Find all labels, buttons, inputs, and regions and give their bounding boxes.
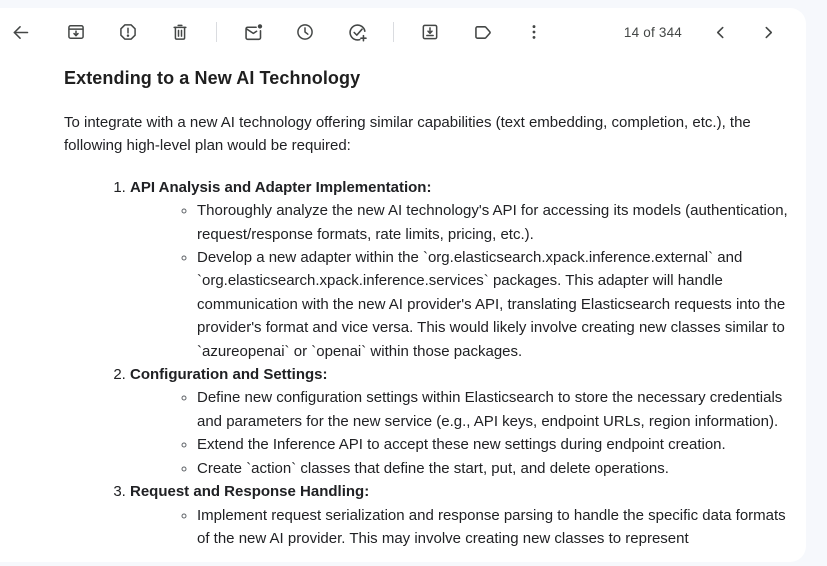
archive-icon: [66, 22, 86, 42]
snooze-button[interactable]: [285, 12, 325, 52]
email-intro: To integrate with a new AI technology offering similar capabilities (text embedding, completion, etc.), the following high-level plan would be required:: [64, 114, 751, 155]
move-to-button[interactable]: [410, 12, 450, 52]
back-button[interactable]: [0, 12, 40, 52]
plan-sub-list: [130, 386, 791, 480]
plan-item: [130, 363, 791, 480]
label-button[interactable]: [462, 12, 502, 52]
plan-item-title: Request and Response Handling:: [130, 483, 370, 501]
plan-sub-item: ◦ Thoroughly analyze the new AI technology's API for accessing its models (authentication, request/response formats, rate limits, pricing, etc.).: [197, 199, 791, 246]
older-chevron-icon: [759, 23, 778, 42]
more-options-icon: [524, 22, 544, 42]
delete-button[interactable]: [160, 12, 200, 52]
plan-item: [130, 176, 791, 363]
older-button[interactable]: [748, 12, 788, 52]
mark-unread-icon: [243, 22, 264, 43]
add-to-tasks-icon: [347, 22, 368, 43]
pagination-counter: 14 of 344: [623, 24, 682, 40]
plan-sub-list: [130, 504, 791, 551]
email-content: [64, 68, 791, 550]
toolbar-separator: [393, 22, 394, 42]
plan-item: [130, 480, 791, 550]
plan-sub-item: ◦ Define new configuration settings within Elasticsearch to store the necessary credentials and parameters for the new service (e.g., API keys, endpoint URLs, region information).: [197, 386, 791, 433]
plan-item-title: Configuration and Settings:: [130, 366, 328, 384]
toolbar-separator: [216, 22, 217, 42]
move-to-icon: [420, 22, 440, 42]
newer-button[interactable]: [700, 12, 740, 52]
plan-list: [64, 176, 791, 551]
label-icon: [472, 22, 493, 43]
delete-icon: [170, 22, 190, 42]
plan-sub-item: ◦ Implement request serialization and response parsing to handle the specific data formats of the new AI provider. This may involve creating new classes to represent: [197, 504, 791, 551]
snooze-icon: [295, 22, 315, 42]
report-spam-icon: [118, 22, 138, 42]
archive-button[interactable]: [56, 12, 96, 52]
plan-sub-list: [130, 199, 791, 363]
email-heading: Extending to a New AI Technology: [64, 68, 361, 88]
plan-sub-item: ◦ Extend the Inference API to accept these new settings during endpoint creation.: [197, 433, 791, 456]
newer-chevron-icon: [711, 23, 730, 42]
plan-sub-item: ◦ Develop a new adapter within the `org.elasticsearch.xpack.inference.external` and `org.elasticsearch.xpack.inference.services` packages. This adapter will handle communication with the new AI provider's API, translating Elasticsearch requests into the provider's format and vice versa. This would likely involve creating new classes similar to `azureopenai` or `openai` within those packages.: [197, 246, 791, 363]
plan-item-title: API Analysis and Adapter Implementation:: [130, 178, 432, 196]
toolbar: [0, 8, 806, 56]
more-options-button[interactable]: [514, 12, 554, 52]
plan-sub-item: ◦ Create `action` classes that define the start, put, and delete operations.: [197, 457, 791, 480]
back-icon: [10, 22, 31, 43]
report-spam-button[interactable]: [108, 12, 148, 52]
add-to-tasks-button[interactable]: [337, 12, 377, 52]
mark-unread-button[interactable]: [233, 12, 273, 52]
email-card: [0, 8, 806, 562]
